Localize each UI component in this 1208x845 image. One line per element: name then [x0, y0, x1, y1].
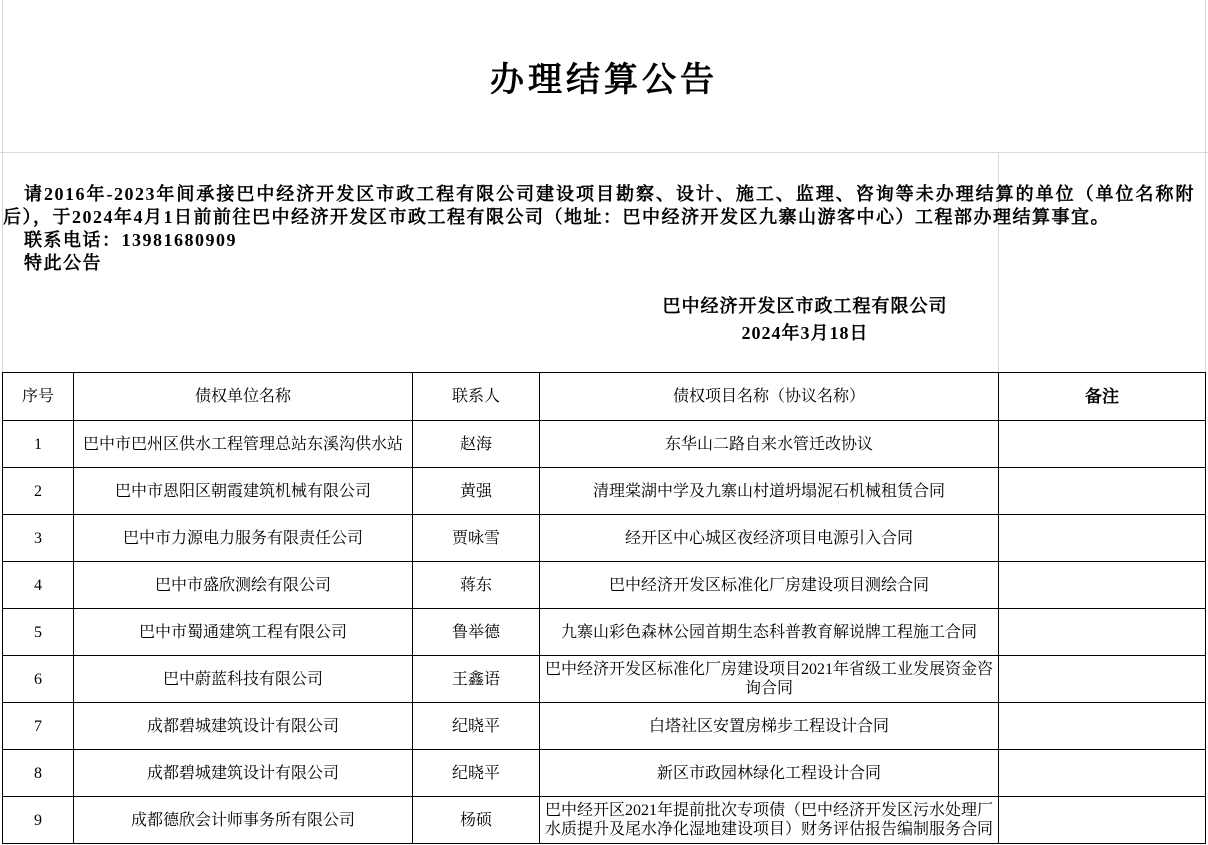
table-row: [3, 468, 1206, 515]
contact-cell: 杨硕: [413, 797, 540, 844]
page-title: 办理结算公告: [490, 61, 718, 99]
contact-cell: 赵海: [413, 421, 540, 468]
table-row: [3, 797, 1206, 844]
project-cell: 巴中经济开发区标准化厂房建设项目测绘合同: [540, 562, 999, 609]
announcement-body: [3, 152, 1201, 275]
no-cell: 6: [3, 656, 74, 703]
remark-cell: [999, 562, 1206, 609]
no-cell: 1: [3, 421, 74, 468]
remark-cell: [999, 797, 1206, 844]
contact-cell: 蒋东: [413, 562, 540, 609]
project-cell: 白塔社区安置房梯步工程设计合同: [540, 703, 999, 750]
contact-cell: 纪晓平: [413, 703, 540, 750]
contact-phone-line: 联系电话：13981680909: [24, 230, 237, 250]
project-cell: 九寨山彩色森林公园首期生态科普教育解说牌工程施工合同: [540, 609, 999, 656]
unit-cell: 巴中市恩阳区朝霞建筑机械有限公司: [74, 468, 413, 515]
header-cell-unit: 债权单位名称: [74, 373, 413, 421]
no-cell: 4: [3, 562, 74, 609]
unit-cell: 成都碧城建筑设计有限公司: [74, 750, 413, 797]
header-cell-no: 序号: [3, 373, 74, 421]
unit-cell: 巴中市巴州区供水工程管理总站东溪沟供水站: [74, 421, 413, 468]
no-cell: 3: [3, 515, 74, 562]
table-row: [3, 609, 1206, 656]
table-row: [3, 421, 1206, 468]
creditor-table: [2, 372, 1206, 844]
project-cell: 新区市政园林绿化工程设计合同: [540, 750, 999, 797]
table-header-row: [3, 373, 1206, 421]
closing-line: 特此公告: [24, 253, 102, 273]
project-cell: 清理棠湖中学及九寨山村道坍塌泥石机械租赁合同: [540, 468, 999, 515]
table-body: [3, 421, 1206, 844]
header-cell-remark: 备注: [999, 373, 1206, 421]
table-row: [3, 656, 1206, 703]
signature-block: [555, 293, 1055, 347]
remark-cell: [999, 750, 1206, 797]
no-cell: 7: [3, 703, 74, 750]
project-cell: 东华山二路自来水管迁改协议: [540, 421, 999, 468]
contact-cell: 纪晓平: [413, 750, 540, 797]
header-cell-contact: 联系人: [413, 373, 540, 421]
remark-cell: [999, 468, 1206, 515]
remark-cell: [999, 656, 1206, 703]
remark-cell: [999, 609, 1206, 656]
announcement-paragraph: 请2016年-2023年间承接巴中经济开发区市政工程有限公司建设项目勘察、设计、施工、监理、咨询等未办理结算的单位（单位名称附后），于2024年4月1日前前往巴中经济开发区市政工程有限公司（地址：巴中经济开发区九寨山游客中心）工程部办理结算事宜。: [3, 184, 1195, 227]
table-row: [3, 750, 1206, 797]
project-cell: 巴中经济开发区标准化厂房建设项目2021年省级工业发展资金咨询合同: [540, 656, 999, 703]
remark-cell: [999, 515, 1206, 562]
project-cell: 经开区中心城区夜经济项目电源引入合同: [540, 515, 999, 562]
header-cell-project: 债权项目名称（协议名称）: [540, 373, 999, 421]
signature-company: 巴中经济开发区市政工程有限公司: [662, 296, 948, 316]
contact-cell: 贾咏雪: [413, 515, 540, 562]
unit-cell: 巴中市蜀通建筑工程有限公司: [74, 609, 413, 656]
table-row: [3, 562, 1206, 609]
no-cell: 5: [3, 609, 74, 656]
title-block: [2, 0, 1206, 152]
remark-cell: [999, 421, 1206, 468]
unit-cell: 成都德欣会计师事务所有限公司: [74, 797, 413, 844]
remark-cell: [999, 703, 1206, 750]
no-cell: 9: [3, 797, 74, 844]
contact-cell: 黄强: [413, 468, 540, 515]
contact-cell: 王鑫语: [413, 656, 540, 703]
signature-date: 2024年3月18日: [741, 323, 869, 343]
unit-cell: 巴中市力源电力服务有限责任公司: [74, 515, 413, 562]
table-row: [3, 515, 1206, 562]
unit-cell: 巴中市盛欣测绘有限公司: [74, 562, 413, 609]
contact-cell: 鲁举德: [413, 609, 540, 656]
table-row: [3, 703, 1206, 750]
no-cell: 2: [3, 468, 74, 515]
no-cell: 8: [3, 750, 74, 797]
unit-cell: 成都碧城建筑设计有限公司: [74, 703, 413, 750]
project-cell: 巴中经开区2021年提前批次专项债（巴中经济开发区污水处理厂水质提升及尾水净化湿地建设项目）财务评估报告编制服务合同: [540, 797, 999, 844]
unit-cell: 巴中蔚蓝科技有限公司: [74, 656, 413, 703]
